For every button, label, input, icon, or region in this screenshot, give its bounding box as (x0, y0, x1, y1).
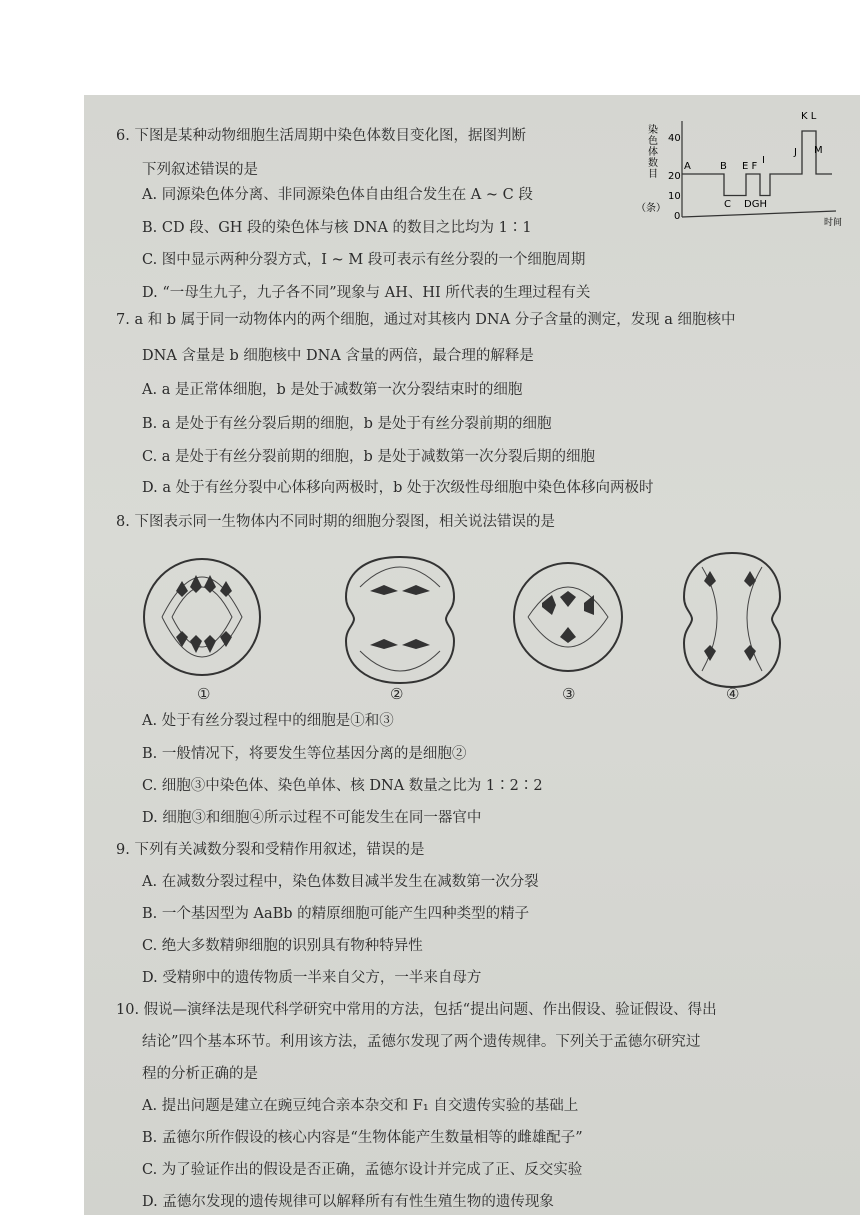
cell-diagram-4 (678, 547, 788, 697)
point-label-m: M (814, 145, 823, 156)
ytick-40: 40 (668, 133, 681, 144)
q10-option-d: D. 孟德尔发现的遗传规律可以解释所有有性生殖生物的遗传现象 (142, 1194, 554, 1210)
y-axis-label-2: 色 (648, 136, 658, 147)
cell-diagram-3 (504, 547, 630, 697)
y-axis-label-4: 数 (648, 158, 658, 169)
q6-stem-line2: 下列叙述错误的是 (142, 162, 258, 178)
q6-option-c: C. 图中显示两种分裂方式，I ~ M 段可表示有丝分裂的一个细胞周期 (142, 252, 586, 268)
cell-membrane-3 (514, 563, 622, 671)
point-label-b: B (720, 161, 727, 172)
ytick-20: 20 (668, 171, 681, 182)
q9-option-c: C. 绝大多数精卵细胞的识别具有物种特异性 (142, 938, 423, 954)
cell-membrane-2 (346, 557, 454, 683)
q8-option-d: D. 细胞③和细胞④所示过程不可能发生在同一器官中 (142, 810, 482, 826)
cell-membrane-4 (684, 553, 780, 687)
q7-option-b: B. a 是处于有丝分裂后期的细胞，b 是处于有丝分裂前期的细胞 (142, 416, 552, 432)
q7-option-a: A. a 是正常体细胞，b 是处于减数第一次分裂结束时的细胞 (142, 382, 523, 398)
q7-stem-line1: 7. a 和 b 属于同一动物体内的两个细胞，通过对其核内 DNA 分子含量的测定，发现 a 细胞核中 (116, 312, 736, 328)
ytick-0: 0 (674, 211, 681, 222)
point-label-c: C (724, 199, 731, 210)
y-axis-label-3: 体 (648, 147, 658, 158)
point-label-a: A (684, 161, 691, 172)
chromosomes-3 (542, 591, 594, 643)
q10-stem-line3: 程的分析正确的是 (142, 1066, 258, 1082)
cell-diagram-2 (340, 547, 466, 697)
cell-label-1: ① (197, 685, 211, 703)
q8-option-c: C. 细胞③中染色体、染色单体、核 DNA 数量之比为 1∶2∶2 (142, 778, 543, 794)
point-label-kl: K L (801, 111, 817, 122)
x-axis-label: 时间 (824, 218, 843, 227)
q10-option-a: A. 提出问题是建立在豌豆纯合亲本杂交和 F₁ 自交遗传实验的基础上 (142, 1098, 579, 1114)
point-label-ef: E F (742, 161, 758, 172)
q9-stem: 9. 下列有关减数分裂和受精作用叙述，错误的是 (116, 842, 425, 858)
point-label-i: I (762, 155, 765, 166)
chromosomes-4 (704, 571, 756, 661)
q8-stem: 8. 下图表示同一生物体内不同时期的细胞分裂图，相关说法错误的是 (116, 514, 555, 530)
cell-membrane-1 (144, 559, 260, 675)
cell-label-4: ④ (726, 685, 740, 703)
q8-option-a: A. 处于有丝分裂过程中的细胞是①和③ (142, 713, 394, 729)
point-label-dgh: DGH (744, 199, 767, 210)
exam-page (84, 95, 860, 1215)
q8-option-b: B. 一般情况下，将要发生等位基因分离的是细胞② (142, 746, 467, 762)
q10-stem-line2: 结论”四个基本环节。利用该方法，孟德尔发现了两个遗传规律。下列关于孟德尔研究过 (142, 1034, 701, 1050)
q9-option-d: D. 受精卵中的遗传物质一半来自父方，一半来自母方 (142, 970, 482, 986)
cell-label-2: ② (390, 685, 404, 703)
cell-label-3: ③ (562, 685, 576, 703)
chromosome-count-chart (636, 107, 858, 227)
q7-option-c: C. a 是处于有丝分裂前期的细胞，b 是处于减数第一次分裂后期的细胞 (142, 449, 595, 465)
point-label-j: J (794, 147, 797, 158)
q6-option-b: B. CD 段、GH 段的染色体与核 DNA 的数目之比均为 1∶1 (142, 220, 532, 236)
y-axis-unit: （条） (636, 203, 666, 214)
y-axis-label-5: 目 (648, 169, 658, 180)
q10-stem-line1: 10. 假说—演绎法是现代科学研究中常用的方法，包括“提出问题、作出假设、验证假设、得出 (116, 1002, 717, 1018)
chromosomes-2 (370, 585, 430, 649)
cell-diagram-1 (142, 547, 268, 697)
q7-option-d: D. a 处于有丝分裂中心体移向两极时，b 处于次级性母细胞中染色体移向两极时 (142, 480, 654, 496)
ytick-10: 10 (668, 191, 681, 202)
q9-option-a: A. 在减数分裂过程中，染色体数目减半发生在减数第一次分裂 (142, 874, 539, 890)
x-axis (682, 211, 836, 217)
q6-option-d: D. “一母生九子，九子各不同”现象与 AH、HI 所代表的生理过程有关 (142, 285, 591, 301)
q9-option-b: B. 一个基因型为 AaBb 的精原细胞可能产生四种类型的精子 (142, 906, 530, 922)
q6-stem-line1: 6. 下图是某种动物细胞生活周期中染色体数目变化图，据图判断 (116, 128, 526, 144)
q10-option-c: C. 为了验证作出的假设是否正确，孟德尔设计并完成了正、反交实验 (142, 1162, 583, 1178)
q10-option-b: B. 孟德尔所作假设的核心内容是“生物体能产生数量相等的雌雄配子” (142, 1130, 583, 1146)
y-axis-label-1: 染 (648, 125, 658, 136)
q7-stem-line2: DNA 含量是 b 细胞核中 DNA 含量的两倍，最合理的解释是 (142, 348, 534, 364)
q6-option-a: A. 同源染色体分离、非同源染色体自由组合发生在 A ~ C 段 (142, 187, 533, 203)
